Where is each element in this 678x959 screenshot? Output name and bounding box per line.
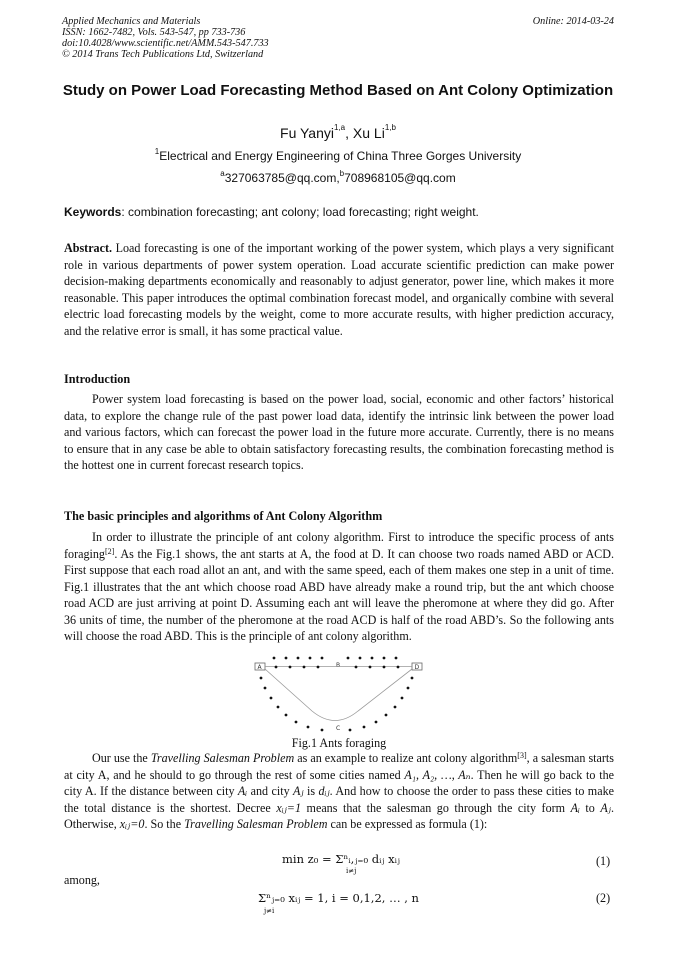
formula-2: Σⁿⱼ₌₀ xᵢⱼ = 1, i = 0,1,2, … , n xyxy=(258,891,419,905)
affiliation: $^1$Electrical and Energy Engineering of China Three Gorges University xyxy=(154,147,522,163)
authors: Fu Yanyi$^{1,a}$, Xu Li$^{1,b}$ xyxy=(280,123,396,141)
abstract: Abstract. Load forecasting is one of the important working of the power system, which plays a very significant role in various departments of power system operation. Load accurate scientific prediction can make power decision-making departments economically and reasonably to adjust generator, power line, which makes it more reasonable. This paper introduces the optimal combination forecast model, and organically combine with several electric load forecasting models by the weight, come to more accurate results, with higher prediction accuracy, and the relative error is small, it has some practical value. xyxy=(64,241,614,338)
formula-1-condition: i≠j xyxy=(346,867,357,875)
email-a: 327063785@qq.com, xyxy=(224,171,340,185)
citation: [2] xyxy=(104,546,115,556)
introduction-text: Power system load forecasting is based on the power load, social, economic and other factors’ historical data, to explore the change rule of the past power load data, identify the intrinsic link between the power load and various factors, which can forecast the power load in the future more accurate. Currently, there is no means to ensure that in any case be able to obtain satisfactory forecasting results, the combination forecasting method is the hottest one in current forecast research topics. xyxy=(64,392,614,472)
citation: [3] xyxy=(517,751,527,760)
label-b: B xyxy=(336,662,341,669)
issn: ISSN: 1662-7482, Vols. 543-547, pp 733-736 xyxy=(62,27,246,38)
copyright: © 2014 Trans Tech Publications Ltd, Switzerland xyxy=(62,49,264,60)
aco-paragraph: In order to illustrate the principle of ant colony algorithm. First to introduce the specific process of ants foraging[2]. As the Fig.1 shows, the ant starts at A, the food at D. It can choose two roads named ABD or ACD. First suppose that each road allot an ant, and with the same speed, each of them makes one step in a unit of time. Fig.1 illustrates that the ant which choose road ABD have already make a round trip, but the ant which choose road ACD are just arriving at point D. Assuming each ant will leave the pheromone at where they did go. After 36 units of time, the number of the pheromone at the road ACD is half of the road ABD’s. So the following ants will choose the road ABD. This is the principle of ant colony algorithm. xyxy=(64,530,614,643)
label-c: C xyxy=(336,725,341,732)
journal-header xyxy=(62,16,269,60)
journal-name: Applied Mechanics and Materials xyxy=(62,16,201,27)
keywords: Keywords: combination forecasting; ant colony; load forecasting; right weight. xyxy=(64,205,479,219)
equation-number-1: (1) xyxy=(596,854,611,868)
email-b: 708968105@qq.com xyxy=(344,171,456,185)
equation-number-2: (2) xyxy=(596,891,611,905)
label-a: A xyxy=(257,664,262,671)
introduction-heading: Introduction xyxy=(64,372,131,386)
abstract-label: Abstract. xyxy=(64,241,113,255)
road-acd xyxy=(265,669,412,721)
formula-2-condition: j≠i xyxy=(264,907,275,915)
tsp-paragraph: Our use the Travelling Salesman Problem as an example to realize ant colony algorithm[3], a salesman starts at city A, and he should to go through the rest of some cities named A₁, A₂, …, Aₙ. Then he will go back to the city A. If the distance between city Aᵢ and city Aⱼ is dᵢⱼ. And how to choose the order to pass these cities to make the total distance is the shortest. Decree xᵢⱼ=1 means that the salesman go through the city form Aᵢ to Aⱼ. Otherwise, xᵢⱼ=0. So the Travelling Salesman Problem can be expressed as formula (1): xyxy=(64,751,614,831)
among-text: among, xyxy=(64,873,100,887)
label-d: D xyxy=(414,664,420,671)
author-1: Fu Yanyi xyxy=(280,125,334,141)
author-2: Xu Li xyxy=(352,125,385,141)
ants-foraging-figure xyxy=(250,656,425,738)
paper-title: Study on Power Load Forecasting Method Based on Ant Colony Optimization xyxy=(62,82,614,99)
doi: doi:10.4028/www.scientific.net/AMM.543-547.733 xyxy=(62,38,269,49)
formula-1: min z₀ = Σⁿᵢ,ⱼ₌₀ dᵢⱼ xᵢⱼ xyxy=(282,852,400,866)
section-heading-aco: The basic principles and algorithms of Ant Colony Algorithm xyxy=(64,509,383,523)
online-date: Online: 2014-03-24 xyxy=(532,16,614,27)
emails: $^a$327063785@qq.com,$^b$708968105@qq.com xyxy=(220,169,456,185)
figure-caption: Fig.1 Ants foraging xyxy=(291,736,387,750)
